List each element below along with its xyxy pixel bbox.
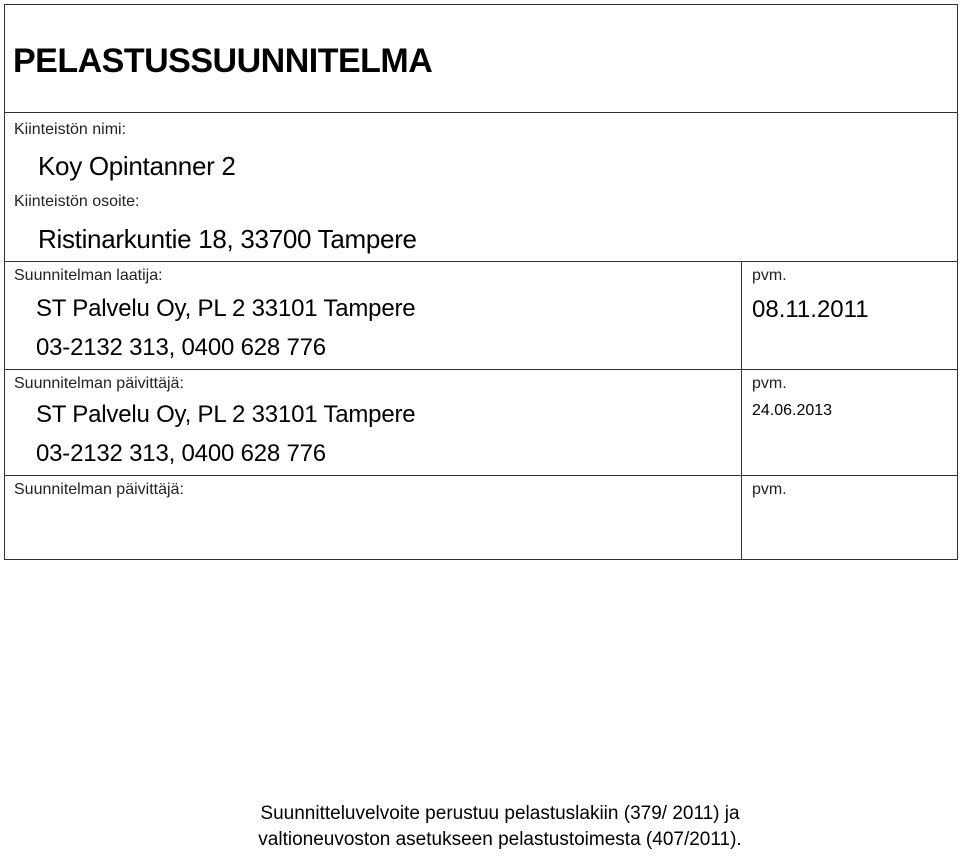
divider-updater1 bbox=[4, 369, 958, 370]
author-phone: 03-2132 313, 0400 628 776 bbox=[36, 334, 326, 361]
author-label: Suunnitelman laatija: bbox=[14, 267, 163, 284]
footer-line-1: Suunnitteluvelvoite perustuu pelastuslakiin (379/ 2011) ja bbox=[260, 803, 740, 824]
author-name: ST Palvelu Oy, PL 2 33101 Tampere bbox=[36, 295, 416, 322]
property-name-label: Kiinteistön nimi: bbox=[14, 121, 127, 138]
divider-title bbox=[4, 112, 958, 113]
author-date: 08.11.2011 bbox=[752, 296, 869, 323]
divider-date-column bbox=[741, 261, 742, 560]
updater1-label: Suunnitelman päivittäjä: bbox=[14, 375, 184, 392]
updater2-date-label: pvm. bbox=[752, 481, 787, 498]
author-date-label: pvm. bbox=[752, 267, 787, 284]
footer-text bbox=[0, 801, 960, 853]
property-address-label: Kiinteistön osoite: bbox=[14, 193, 140, 210]
property-name: Koy Opintanner 2 bbox=[38, 151, 236, 181]
updater2-label: Suunnitelman päivittäjä: bbox=[14, 481, 184, 498]
updater1-date-label: pvm. bbox=[752, 375, 787, 392]
footer-line-2: valtioneuvoston asetukseen pelastustoimesta (407/2011). bbox=[258, 829, 742, 850]
divider-updater2 bbox=[4, 475, 958, 476]
document-title: PELASTUSSUUNNITELMA bbox=[13, 42, 433, 80]
property-address: Ristinarkuntie 18, 33700 Tampere bbox=[38, 224, 417, 254]
divider-author bbox=[4, 261, 958, 262]
updater1-name: ST Palvelu Oy, PL 2 33101 Tampere bbox=[36, 401, 416, 428]
updater1-date: 24.06.2013 bbox=[752, 402, 833, 419]
updater1-phone: 03-2132 313, 0400 628 776 bbox=[36, 440, 326, 467]
